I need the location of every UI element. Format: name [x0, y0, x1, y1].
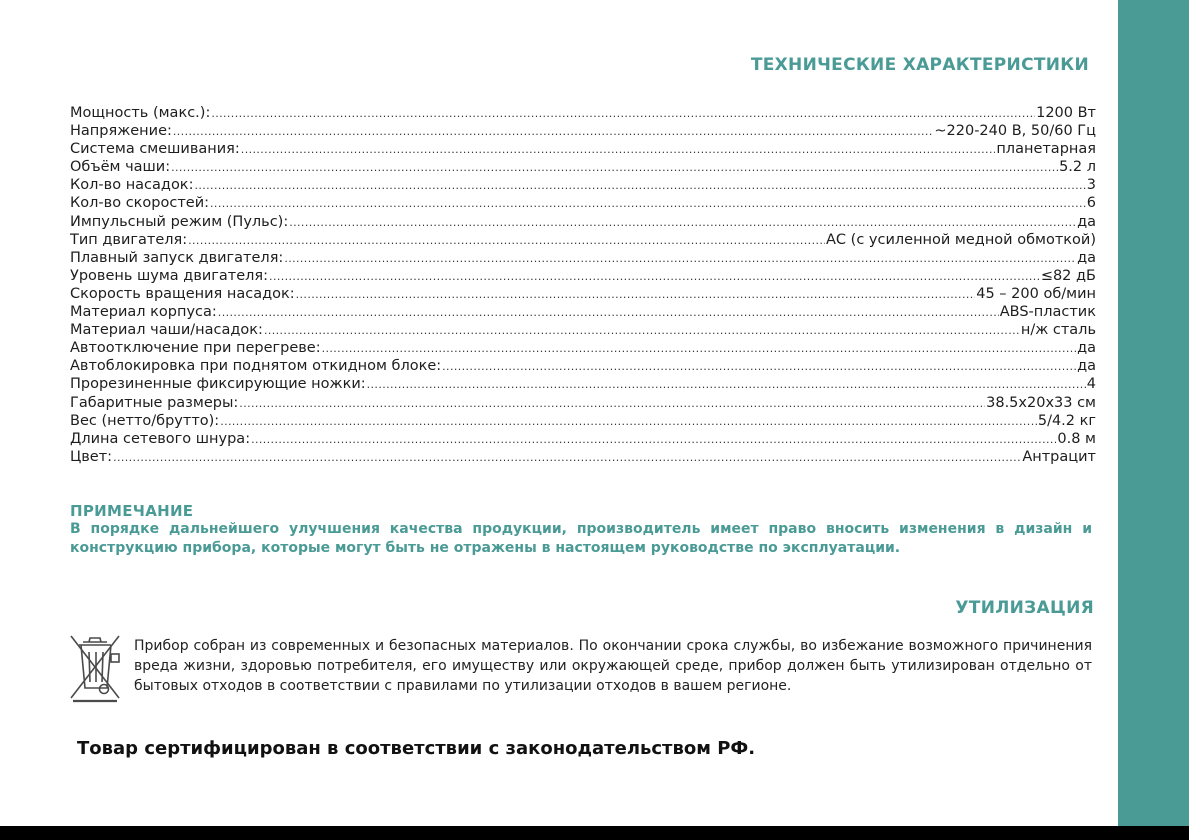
spec-value: ≤82 дБ — [1040, 267, 1096, 284]
spec-label: Материал корпуса: — [70, 304, 217, 321]
spec-value: 5.2 л — [1059, 159, 1096, 176]
spec-row — [70, 213, 1096, 231]
spec-row — [70, 339, 1096, 357]
note-text: В порядке дальнейшего улучшения качества продукции, производитель имеет право вносить изменения в дизайн и конструкцию прибора, которые могут быть не отражены в настоящем руководстве по эксплуатации. — [70, 521, 1092, 556]
spec-value: АС (с усиленной медной обмоткой) — [826, 231, 1096, 248]
dot-leader — [264, 322, 1020, 340]
spec-row — [70, 231, 1096, 249]
spec-value: планетарная — [996, 141, 1096, 158]
spec-label: Длина сетевого шнура: — [70, 430, 251, 447]
spec-row — [70, 394, 1096, 412]
spec-label: Импульсный режим (Пульс): — [70, 213, 289, 230]
spec-label: Автоотключение при перегреве: — [70, 340, 321, 357]
spec-value: да — [1077, 249, 1096, 266]
spec-row — [70, 430, 1096, 448]
dot-leader — [296, 286, 976, 304]
spec-row — [70, 158, 1096, 176]
dot-leader — [289, 214, 1076, 232]
side-accent-bar — [1118, 0, 1189, 826]
utilization-block — [69, 632, 1093, 704]
spec-value: 1200 Вт — [1036, 105, 1096, 121]
spec-row — [70, 357, 1096, 375]
dot-leader — [251, 431, 1056, 449]
dot-leader — [173, 123, 933, 141]
spec-value: ABS-пластик — [999, 304, 1096, 321]
spec-row — [70, 321, 1096, 339]
spec-row — [70, 303, 1096, 321]
spec-label: Габаритные размеры: — [70, 394, 239, 411]
spec-value: ~220-240 В, 50/60 Гц — [934, 123, 1096, 140]
spec-label: Объём чаши: — [70, 159, 171, 176]
dot-leader — [442, 358, 1076, 376]
spec-row — [70, 267, 1096, 285]
dot-leader — [220, 413, 1037, 431]
certification-statement: Товар сертифицирован в соответствии с законодательством РФ. — [77, 738, 756, 759]
crossed-out-wheelie-bin-icon — [69, 632, 121, 704]
spec-label: Скорость вращения насадок: — [70, 285, 295, 302]
spec-label: Кол-во насадок: — [70, 177, 194, 194]
dot-leader — [239, 395, 985, 413]
spec-row — [70, 122, 1096, 140]
spec-row — [70, 448, 1096, 466]
dot-leader — [210, 195, 1086, 213]
spec-row — [70, 412, 1096, 430]
spec-label: Цвет: — [70, 448, 113, 465]
utilization-text: Прибор собран из современных и безопасных материалов. По окончании срока службы, во избежание возможного причинения вреда жизни, здоровью потребителя, его имуществу или окружающей среде, прибор должен быть утилизирован отдельно от бытовых отходов в соответствии с правилами по утилизации отходов в вашем регионе. — [134, 638, 1092, 694]
spec-value: 0.8 м — [1057, 430, 1096, 447]
spec-row — [70, 285, 1096, 303]
spec-label: Автоблокировка при поднятом откидном блоке: — [70, 358, 442, 375]
note-heading: ПРИМЕЧАНИЕ — [70, 502, 194, 520]
spec-value: 4 — [1086, 376, 1096, 393]
spec-value: 5/4.2 кг — [1037, 412, 1096, 429]
spec-label: Прорезиненные фиксирующие ножки: — [70, 376, 366, 393]
spec-value: Антрацит — [1022, 448, 1096, 465]
spec-value: да — [1077, 213, 1096, 230]
dot-leader — [241, 141, 996, 159]
spec-value: да — [1077, 340, 1096, 357]
spec-row — [70, 194, 1096, 212]
spec-value: 3 — [1086, 177, 1096, 194]
spec-value: 6 — [1086, 195, 1096, 212]
dot-leader — [367, 376, 1086, 394]
spec-label: Кол-во скоростей: — [70, 195, 210, 212]
dot-leader — [194, 177, 1085, 195]
spec-row — [70, 249, 1096, 267]
spec-label: Система смешивания: — [70, 141, 240, 158]
bottom-edge — [0, 826, 1189, 840]
spec-value: н/ж сталь — [1020, 322, 1096, 339]
spec-row — [70, 104, 1096, 122]
dot-leader — [211, 105, 1035, 123]
spec-row — [70, 176, 1096, 194]
dot-leader — [284, 250, 1076, 268]
dot-leader — [188, 232, 825, 250]
spec-label: Вес (нетто/брутто): — [70, 412, 220, 429]
spec-label: Плавный запуск двигателя: — [70, 249, 284, 266]
dot-leader — [113, 449, 1021, 467]
spec-row — [70, 140, 1096, 158]
dot-leader — [171, 159, 1058, 177]
spec-label: Мощность (макс.): — [70, 105, 211, 121]
spec-label: Тип двигателя: — [70, 231, 188, 248]
spec-label: Уровень шума двигателя: — [70, 267, 269, 284]
dot-leader — [269, 268, 1040, 286]
specs-heading: ТЕХНИЧЕСКИЕ ХАРАКТЕРИСТИКИ — [750, 55, 1089, 75]
dot-leader — [218, 304, 999, 322]
note-block — [70, 502, 1092, 558]
dot-leader — [322, 340, 1076, 358]
spec-value: 45 – 200 об/мин — [976, 285, 1096, 302]
spec-label: Материал чаши/насадок: — [70, 322, 263, 339]
spec-row — [70, 375, 1096, 393]
spec-value: да — [1077, 358, 1096, 375]
spec-label: Напряжение: — [70, 123, 172, 140]
spec-value: 38.5х20х33 см — [986, 394, 1096, 411]
specs-list — [70, 104, 1096, 466]
utilization-heading: УТИЛИЗАЦИЯ — [955, 598, 1094, 618]
